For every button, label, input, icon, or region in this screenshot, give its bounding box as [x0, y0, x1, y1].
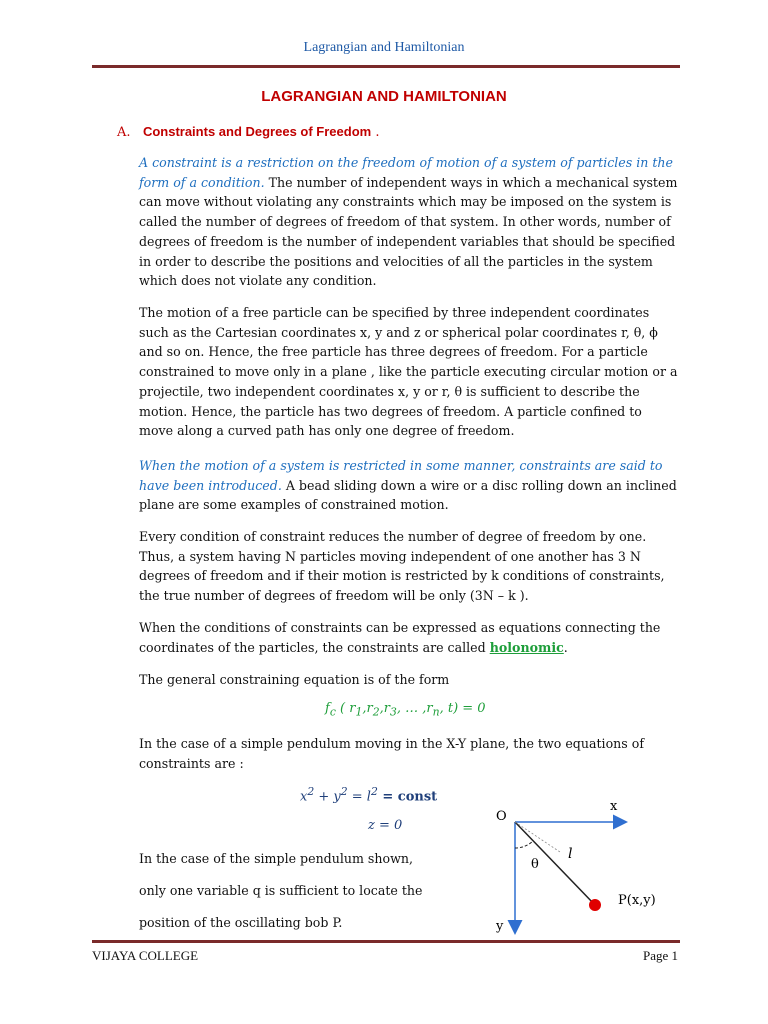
general-constraint-equation: $f_c$ ( $r_1,r_2,r_3$, … $,r_n$, t) = 0 [325, 701, 486, 719]
paragraph-constrained-motion [139, 456, 679, 515]
pendulum-diagram [480, 790, 680, 940]
constraint-definition: A constraint is a restriction on the freedom of motion of a system of particles in the form of a condition. [139, 155, 673, 190]
pendulum-string [515, 822, 595, 905]
paragraph-general-equation: The general constraining equation is of the form [139, 672, 450, 687]
pendulum-constraint-equation: $x^2 + y^2 = l^2$ = const [300, 785, 438, 805]
paragraph-pendulum: In the case of a simple pendulum moving in the X-Y plane, the two equations of constraints are : [139, 736, 644, 771]
page-number: Page 1 [642, 948, 678, 963]
header-divider [92, 65, 680, 68]
section-title: Constraints and Degrees of Freedom [142, 124, 372, 139]
x-axis-label: x [610, 799, 618, 814]
paragraph-holonomic [139, 618, 679, 657]
paragraph-free-particle: The motion of a free particle can be specified by three independent coordinates such as the Cartesian coordinates x, y and z or spherical polar coordinates r, θ, ϕ and so on. Hence, the free particle has three degrees of freedom. For a particle constrained to move only in a plane , like the particle executing circular motion or a projectile, two independent coordinates x, y or r, θ is sufficient to describe the motion. Hence, the particle has two degrees of freedom. A particle confined to move along a curved path has only one degree of freedom. [139, 305, 678, 439]
length-label: l [568, 846, 573, 862]
pendulum-line-2: only one variable q is sufficient to locate the [139, 883, 423, 898]
holonomic-term: holonomic [489, 639, 564, 655]
z-constraint-equation: z = 0 [368, 818, 403, 833]
origin-label: O [496, 809, 507, 824]
pendulum-bob [589, 899, 601, 911]
page-title: LAGRANGIAN AND HAMILTONIAN [261, 88, 507, 105]
section-heading [117, 124, 379, 140]
holonomic-text: When the conditions of constraints can be expressed as equations connecting the coordinates of the particles, the constraints are called [139, 620, 661, 655]
y-axis-label: y [496, 919, 504, 934]
angle-label: θ [531, 857, 539, 872]
section-suffix: . [371, 125, 380, 140]
angle-arc [515, 841, 533, 848]
pendulum-line-1: In the case of the simple pendulum shown, [139, 851, 413, 866]
running-header: Lagrangian and Hamiltonian [303, 40, 465, 55]
paragraph-constraint-definition [139, 153, 679, 291]
degrees-of-freedom-text: The number of independent ways in which a mechanical system can move without violating any constraints which may be imposed on the system is called the number of degrees of freedom of that system. In other words, number of degrees of freedom is the number of independent variables that should be specified in order to describe the positions and velocities of all the particles in the system which does not violate any condition. [139, 174, 678, 289]
footer-divider [92, 940, 680, 943]
section-letter: A. [117, 125, 131, 140]
constrained-motion-definition: When the motion of a system is restricted in some manner, constraints are said to have been introduced. [139, 458, 663, 493]
footer-college: VIJAYA COLLEGE [92, 948, 199, 963]
bob-label: P(x,y) [618, 893, 656, 908]
pendulum-line-3: position of the oscillating bob P. [139, 915, 343, 930]
constrained-motion-examples: A bead sliding down a wire or a disc rolling down an inclined plane are some examples of constrained motion. [139, 477, 677, 513]
paragraph-degree-reduction: Every condition of constraint reduces the number of degree of freedom by one. Thus, a system having N particles moving independent of one another has 3 N degrees of freedom and if their motion is restricted by k conditions of constraints, the true number of degrees of freedom will be only (3N – k ). [139, 529, 665, 604]
holonomic-end: . [563, 639, 568, 655]
